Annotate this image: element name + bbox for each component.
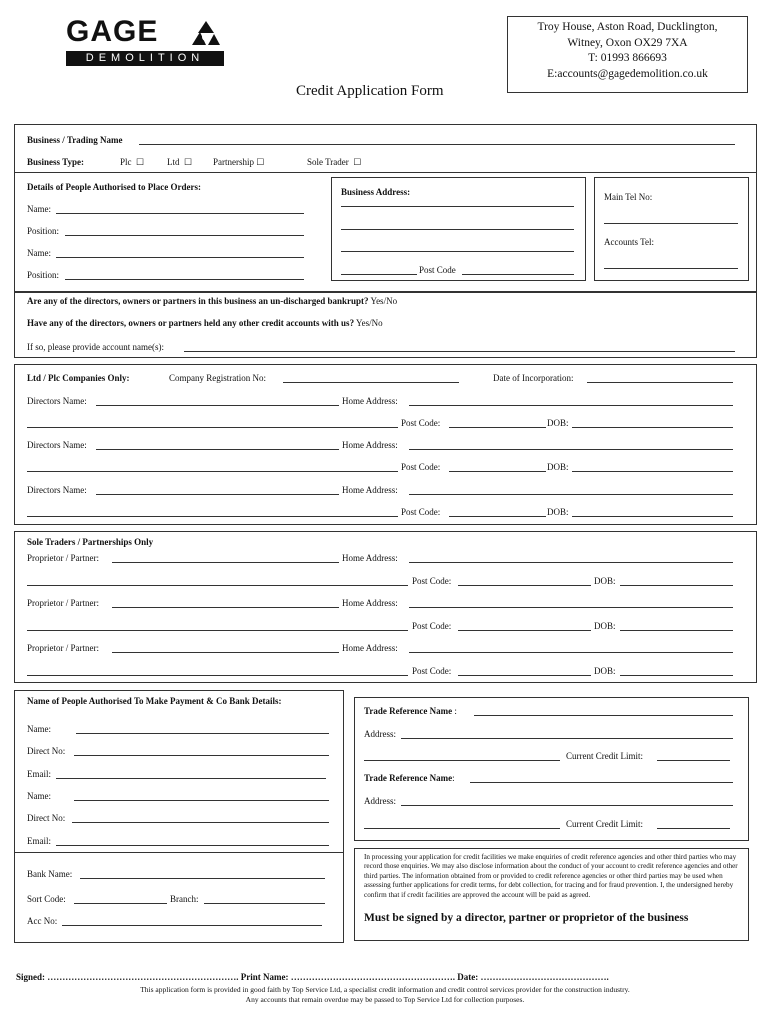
business-address-label: Business Address: — [341, 187, 411, 197]
home-address-label: Home Address: — [342, 396, 398, 406]
post-code-field[interactable] — [458, 585, 591, 586]
position-field[interactable] — [65, 235, 304, 236]
post-code-label: Post Code: — [412, 621, 452, 631]
incorporation-label: Date of Incorporation: — [493, 373, 574, 383]
home-address-field[interactable] — [409, 652, 733, 653]
address-field[interactable] — [364, 760, 560, 761]
incorporation-field[interactable] — [587, 382, 733, 383]
name-label: Name: — [27, 791, 51, 801]
option-label: Plc — [120, 157, 132, 167]
option-label: Sole Trader — [307, 157, 349, 167]
proprietor-label: Proprietor / Partner: — [27, 643, 99, 653]
date-label: Date: — [457, 972, 479, 982]
sort-code-field[interactable] — [74, 903, 167, 904]
address-label: Address: — [364, 729, 396, 739]
home-address-field[interactable] — [27, 427, 398, 428]
home-address-label: Home Address: — [342, 440, 398, 450]
position-label: Position: — [27, 226, 60, 236]
trade-ref-label: Trade Reference Name — [364, 706, 453, 716]
footer-collection-note: Any accounts that remain overdue may be passed to Top Service Ltd for collection purposes. — [245, 995, 525, 1004]
dob-label: DOB: — [547, 462, 569, 472]
proprietor-field[interactable] — [112, 652, 339, 653]
director-name-field[interactable] — [96, 449, 339, 450]
address-line: Witney, Oxon OX29 7XA — [567, 36, 688, 49]
direct-no-label: Direct No: — [27, 746, 66, 756]
option-plc[interactable]: Plc ☐ — [120, 157, 145, 167]
trade-ref-field[interactable] — [470, 782, 733, 783]
credit-limit-field[interactable] — [657, 760, 730, 761]
post-code-field[interactable] — [449, 471, 546, 472]
option-label: Partnership — [213, 157, 254, 167]
bank-name-field[interactable] — [80, 878, 325, 879]
option-ltd[interactable]: Ltd ☐ — [167, 157, 193, 167]
page-title: Credit Application Form — [296, 83, 444, 99]
email-label: Email: — [27, 836, 51, 846]
home-address-field[interactable] — [27, 630, 408, 631]
branch-label: Branch: — [170, 894, 199, 904]
sort-code-label: Sort Code: — [27, 894, 66, 904]
company-reg-label: Company Registration No: — [169, 373, 266, 383]
address-field[interactable] — [341, 251, 574, 252]
divider — [14, 852, 344, 853]
address-field[interactable] — [401, 805, 733, 806]
address-label: Address: — [364, 796, 396, 806]
email-field[interactable] — [56, 778, 326, 779]
home-address-field[interactable] — [409, 494, 733, 495]
director-name-label: Directors Name: — [27, 396, 87, 406]
footer-disclaimer: This application form is provided in good faith by Top Service Ltd, a specialist credit information and credit control services provider for the construction industry. — [140, 985, 630, 994]
director-name-label: Directors Name: — [27, 485, 87, 495]
print-name-field[interactable]: ………………………………………………. — [290, 972, 455, 982]
address-field[interactable] — [364, 828, 560, 829]
home-address-field[interactable] — [409, 449, 733, 450]
payment-heading: Name of People Authorised To Make Payment & Co Bank Details: — [27, 696, 282, 706]
company-address-box — [507, 16, 748, 93]
post-code-label: Post Code — [419, 265, 456, 275]
bankrupt-question: Are any of the directors, owners or partners in this business an un-discharged bankrupt? — [27, 296, 369, 306]
name-label: Name: — [27, 248, 51, 258]
dob-field[interactable] — [620, 630, 733, 631]
home-address-label: Home Address: — [342, 643, 398, 653]
post-code-label: Post Code: — [412, 666, 452, 676]
phone-line: T: 01993 866693 — [588, 52, 667, 64]
home-address-label: Home Address: — [342, 485, 398, 495]
home-address-field[interactable] — [27, 585, 408, 586]
name-field[interactable] — [74, 800, 329, 801]
credit-limit-label: Current Credit Limit: — [566, 751, 643, 761]
dob-field[interactable] — [620, 675, 733, 676]
email-line: E:accounts@gagedemolition.co.uk — [547, 67, 708, 80]
branch-field[interactable] — [204, 903, 325, 904]
trading-name-label: Business / Trading Name — [27, 135, 123, 145]
option-label: Ltd — [167, 157, 180, 167]
proprietor-label: Proprietor / Partner: — [27, 598, 99, 608]
home-address-field[interactable] — [409, 405, 733, 406]
other-accounts-question: Have any of the directors, owners or partners held any other credit accounts with us? — [27, 318, 355, 328]
post-code-label: Post Code: — [412, 576, 452, 586]
dob-field[interactable] — [572, 427, 733, 428]
dob-field[interactable] — [620, 585, 733, 586]
dob-label: DOB: — [594, 621, 616, 631]
post-code-field[interactable] — [462, 274, 574, 275]
position-field[interactable] — [65, 279, 304, 280]
direct-no-label: Direct No: — [27, 813, 66, 823]
post-code-field[interactable] — [458, 675, 591, 676]
post-code-field[interactable] — [449, 427, 546, 428]
credit-limit-label: Current Credit Limit: — [566, 819, 643, 829]
account-names-field[interactable] — [184, 351, 735, 352]
proprietor-field[interactable] — [112, 607, 339, 608]
dob-field[interactable] — [572, 516, 733, 517]
post-code-label: Post Code: — [401, 462, 441, 472]
trading-name-field[interactable] — [139, 144, 735, 145]
main-tel-label: Main Tel No: — [604, 192, 653, 202]
address-field[interactable] — [341, 206, 574, 207]
signed-row — [16, 972, 609, 983]
acc-no-label: Acc No: — [27, 916, 58, 926]
print-name-label: Print Name: — [240, 972, 289, 982]
dob-label: DOB: — [547, 507, 569, 517]
trade-reference-section — [354, 697, 749, 841]
director-name-field[interactable] — [96, 494, 339, 495]
signature-requirement: Must be signed by a director, partner or proprietor of the business — [364, 912, 689, 924]
credit-limit-field[interactable] — [657, 828, 730, 829]
option-partnership[interactable]: Partnership ☐ — [213, 157, 265, 167]
main-tel-field[interactable] — [604, 223, 738, 224]
business-type-label: Business Type: — [27, 157, 84, 167]
accounts-tel-field[interactable] — [604, 268, 738, 269]
direct-no-field[interactable] — [74, 755, 329, 756]
recycle-icon — [188, 18, 224, 48]
name-field[interactable] — [76, 733, 329, 734]
address-field[interactable] — [341, 229, 574, 230]
post-code-label: Post Code: — [401, 507, 441, 517]
post-code-label: Post Code: — [401, 418, 441, 428]
acc-no-field[interactable] — [62, 925, 322, 926]
dob-label: DOB: — [594, 576, 616, 586]
post-code-field[interactable] — [458, 630, 591, 631]
address-field[interactable] — [401, 738, 733, 739]
trade-ref-label: Trade Reference Name — [364, 773, 453, 783]
post-code-field[interactable] — [449, 516, 546, 517]
email-field[interactable] — [56, 845, 329, 846]
home-address-field[interactable] — [27, 675, 408, 676]
logo-subtitle: DEMOLITION — [66, 51, 224, 66]
divider — [14, 172, 757, 173]
company-reg-field[interactable] — [283, 382, 459, 383]
proprietor-label: Proprietor / Partner: — [27, 553, 99, 563]
ltd-heading: Ltd / Plc Companies Only: — [27, 373, 130, 383]
authorised-heading: Details of People Authorised to Place Orders: — [27, 182, 201, 192]
name-field[interactable] — [56, 257, 304, 258]
name-field[interactable] — [56, 213, 304, 214]
name-label: Name: — [27, 204, 51, 214]
bank-name-label: Bank Name: — [27, 869, 73, 879]
trade-ref-field[interactable] — [474, 715, 733, 716]
director-name-field[interactable] — [96, 405, 339, 406]
option-sole-trader[interactable]: Sole Trader ☐ — [307, 157, 362, 167]
name-label: Name: — [27, 724, 51, 734]
home-address-field[interactable] — [409, 607, 733, 608]
home-address-label: Home Address: — [342, 553, 398, 563]
signed-label: Signed: — [16, 972, 46, 982]
accounts-tel-label: Accounts Tel: — [604, 237, 654, 247]
dob-label: DOB: — [547, 418, 569, 428]
account-names-label: If so, please provide account name(s): — [27, 342, 164, 352]
sole-heading: Sole Traders / Partnerships Only — [27, 537, 154, 547]
yes-no-answer[interactable]: Yes/No — [356, 318, 383, 328]
direct-no-field[interactable] — [72, 822, 329, 823]
date-field[interactable]: ……………………………………. — [480, 972, 609, 982]
home-address-label: Home Address: — [342, 598, 398, 608]
email-label: Email: — [27, 769, 51, 779]
position-label: Position: — [27, 270, 60, 280]
home-address-field[interactable] — [27, 471, 398, 472]
home-address-field[interactable] — [409, 562, 733, 563]
logo-wordmark: GAGE — [66, 15, 159, 48]
dob-field[interactable] — [572, 471, 733, 472]
credit-notice-text: In processing your application for credit facilities we make enquiries of credit reference agencies and other third parties who may record those enquiries. We may also disclose information about the conduct of your account to credit reference agencies and other third parties. The information obtained from or provided to credit reference agencies or other third parties may be used when assessing further applications for credit terms, for debt collection, for tracing and for fraud prevention. I, the undersigned hereby confirm that if credit facilities are approved the account will be paid as agreed. — [364, 853, 738, 899]
address-field[interactable] — [341, 274, 417, 275]
proprietor-field[interactable] — [112, 562, 339, 563]
dob-label: DOB: — [594, 666, 616, 676]
yes-no-answer[interactable]: Yes/No — [370, 296, 398, 306]
director-name-label: Directors Name: — [27, 440, 87, 450]
address-line: Troy House, Aston Road, Ducklington, — [537, 21, 718, 33]
signature-field[interactable]: ………………………………………………………. — [47, 972, 239, 982]
home-address-field[interactable] — [27, 516, 398, 517]
